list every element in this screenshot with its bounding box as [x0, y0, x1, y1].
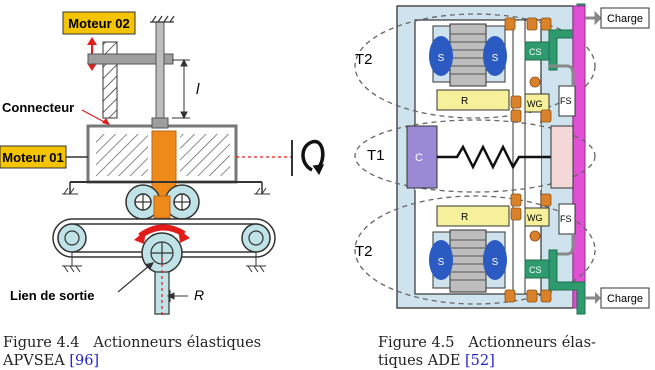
ade-diagram: [345, 0, 655, 318]
figure-apvsea: [0, 0, 330, 318]
t2-bottom-label: T2: [355, 243, 373, 260]
connector-block: [152, 118, 168, 128]
motor1-label: Moteur 01: [2, 150, 64, 165]
r-bottom-label: R: [461, 212, 469, 223]
caption-right-text: Actionneurs élas-: [468, 335, 596, 351]
top-ground: [150, 16, 174, 22]
output-pointer: [118, 265, 150, 292]
fs-top-label: FS: [560, 96, 572, 106]
caption-right: [378, 334, 653, 370]
motor2-slider: [103, 42, 117, 118]
label-r: R: [194, 287, 205, 303]
spring-right: [180, 134, 230, 176]
caption-right-prefix: Figure 4.5: [378, 335, 455, 351]
cs-bottom-label: CS: [529, 265, 542, 275]
caption-left: [3, 334, 323, 370]
rotation-arrow: [303, 142, 324, 176]
spring-end: [551, 126, 573, 188]
spring-left: [96, 134, 148, 176]
r-bottom: [437, 206, 509, 226]
caption-right-ref[interactable]: [52]: [465, 353, 495, 369]
s-top-left: S: [437, 53, 445, 64]
r-top: [437, 90, 509, 110]
wg-bottom-label: WG: [527, 213, 543, 223]
t2-top-label: T2: [355, 51, 373, 68]
fs-bottom-label: FS: [560, 214, 572, 224]
label-l: l: [196, 81, 200, 98]
dimension-r: [168, 290, 188, 302]
magenta-output: [573, 6, 585, 308]
charge-bottom-label: Charge: [606, 293, 644, 305]
s-bottom-right: S: [491, 257, 499, 268]
charge-top-label: Charge: [606, 13, 644, 25]
apvsea-diagram: [0, 0, 330, 318]
r-top-label: R: [461, 96, 469, 107]
c-label: C: [415, 152, 423, 164]
output-label: Lien de sortie: [10, 288, 95, 303]
s-bottom-left: S: [437, 257, 445, 268]
s-top-right: S: [491, 53, 499, 64]
t1-label: T1: [367, 147, 385, 164]
vertical-rod: [156, 22, 164, 120]
pulley-right: [242, 224, 270, 252]
caption-left-text: Actionneurs élastiques: [93, 335, 262, 351]
caption-left-ref[interactable]: [96]: [69, 353, 100, 369]
motor2-label: Moteur 02: [68, 16, 130, 31]
figure-ade: [345, 0, 655, 318]
pulley-left: [58, 224, 86, 252]
caption-right-line2: tiques ADE: [378, 353, 461, 369]
connector-label: Connecteur: [2, 100, 75, 115]
wg-top-label: WG: [527, 99, 543, 109]
dimension-l: [172, 60, 190, 118]
caption-left-line2: APVSEA: [3, 353, 65, 369]
cs-top-label: CS: [529, 47, 542, 57]
caption-left-prefix: Figure 4.4: [3, 335, 80, 351]
